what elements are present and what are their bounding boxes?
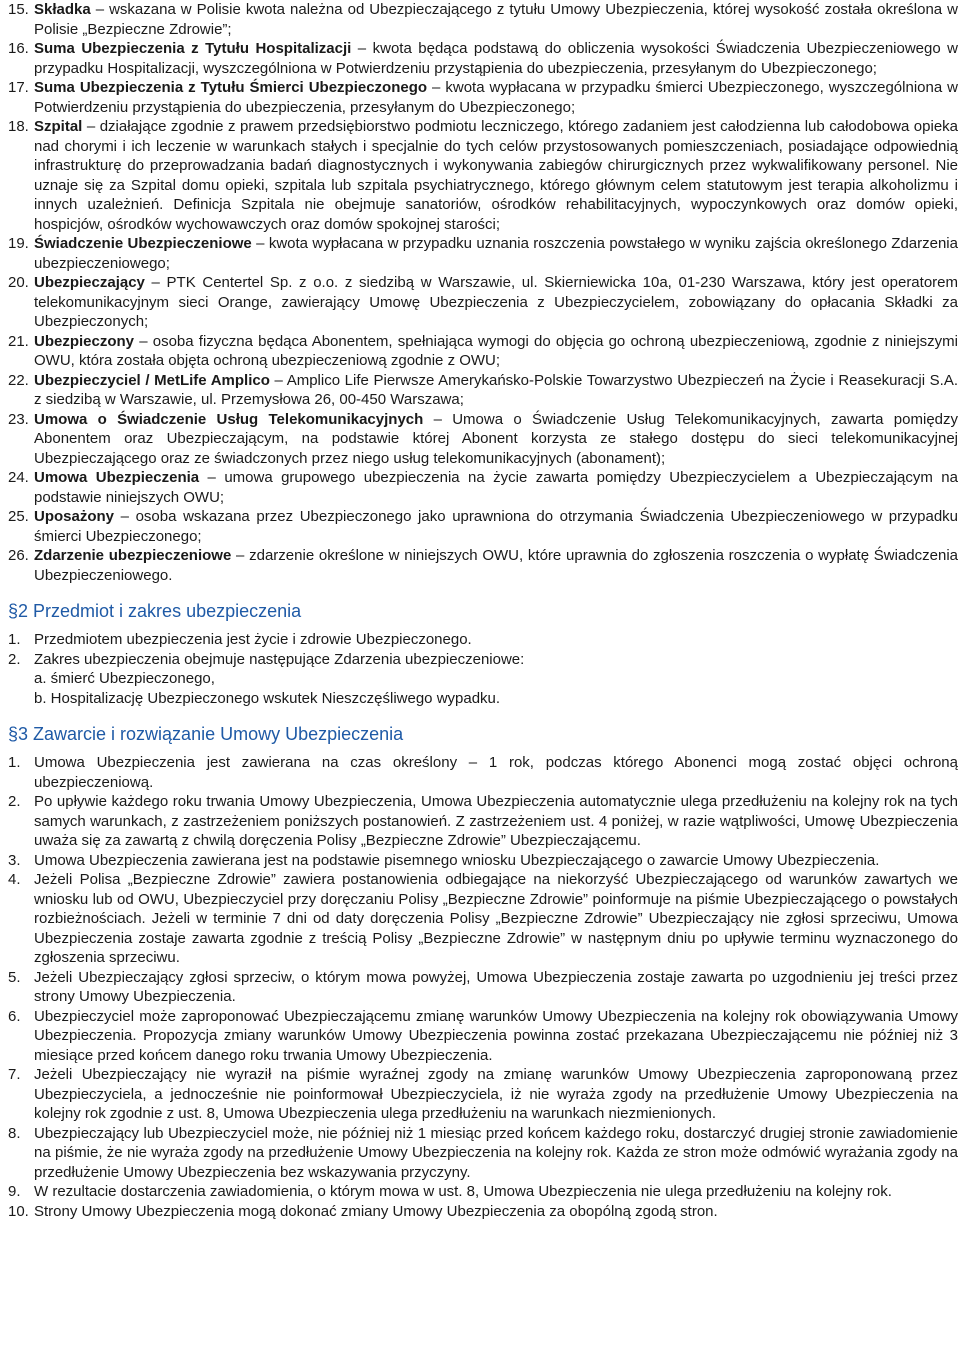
definition-text: – Umowa o Świadczenie Usług Telekomunikacyjnych, zawarta pomiędzy Abonentem oraz Ubezpieczającym, na podstawie której Abonent korzysta ze stałego dostępu do sieci telekomunikacyjnej Ubezpieczającego oraz ze świadczonych przez niego usług telekomunikacyjnych (abonament); [34, 410, 959, 467]
definition-item: 26. Zdarzenie ubezpieczeniowe – zdarzenie określone w niniejszych OWU, które uprawnia do zgłoszenia roszczenia o wypłatę Świadczenia Ubezpieczeniowego. [8, 547, 958, 584]
definition-text: – kwota wypłacana w przypadku śmierci Ubezpieczonego, wyszczególniona w Potwierdzeniu przystąpienia do ubezpieczenia, przesyłanym do Ubezpieczonego; [34, 79, 958, 116]
definition-item: 15. Składka – wskazana w Polisie kwota należna od Ubezpieczającego z tytułu Umowy Ubezpieczenia, której wysokość została określona w Polisie „Bezpieczne Zdrowie”; [8, 1, 958, 38]
definition-item: 16. Suma Ubezpieczenia z Tytułu Hospitalizacji – kwota będąca podstawą do obliczenia wysokości Świadczenia Ubezpieczeniowego w przypadku Hospitalizacji, wyszczególniona w Potwierdzeniu przystąpienia do ubezpieczenia, przesyłanym do Ubezpieczonego; [8, 40, 958, 77]
section-3-list [8, 753, 958, 1221]
definition-text: – działające zgodnie z prawem przedsiębiorstwo podmiotu leczniczego, którego zadaniem jest całodzienna lub całodobowa opieka nad chorymi i ich leczenie w warunkach stałych i specjalnie do tych celów przystosowanych pomieszczeniach, posiadające odpowiednią infrastrukturę do przeprowadzania badań diagnostycznych i wykonywania zabiegów chirurgicznych przez wykwalifikowany personel. Nie uznaje się za Szpital domu opieki, szpitala lub szpitala psychiatrycznego, którego głównym celem statutowym jest terapia alkoholizmu i innych uzależnień. Definicja Szpitala nie obejmuje sanatoriów, ośrodków rehabilitacyjnych, wypoczynkowych oraz domów opieki, hospicjów, ośrodków wychowawczych oraz domów spokojnej starości; [34, 118, 958, 233]
definition-item: 20. Ubezpieczający – PTK Centertel Sp. z o.o. z siedzibą w Warszawie, ul. Skierniewicka 10a, 01-230 Warszawa, który jest operatorem telekomunikacyjnym sieci Orange, zawierający Umowę Ubezpieczenia z Ubezpieczycielem, zobowiązany do opłacania Składki za Ubezpieczonych; [8, 274, 958, 330]
section-2-list [8, 630, 958, 708]
definition-term: Uposażony [34, 508, 115, 525]
definition-text: – zdarzenie określone w niniejszych OWU, które uprawnia do zgłoszenia roszczenia o wypłatę Świadczenia Ubezpieczeniowego. [34, 547, 958, 584]
list-item: 1. Przedmiotem ubezpieczenia jest życie i zdrowie Ubezpieczonego. [8, 631, 472, 648]
list-item: 2. Zakres ubezpieczenia obejmuje następujące Zdarzenia ubezpieczeniowe: [8, 650, 525, 668]
list-item: 1. Umowa Ubezpieczenia jest zawierana na czas określony – 1 rok, podczas którego Abonenci mogą zostać objęci ochroną ubezpieczeniową. [8, 754, 958, 791]
definition-text: – osoba fizyczna będąca Abonentem, spełniająca wymogi do objęcia go ochroną ubezpieczeniową, zgodnie z niniejszymi OWU, która została objęta ochroną ubezpieczeniową zgodnie z OWU; [34, 332, 958, 369]
list-item: 10. Strony Umowy Ubezpieczenia mogą dokonać zmiany Umowy Ubezpieczenia za obopólną zgodą stron. [8, 1202, 718, 1220]
definition-term: Składka [34, 1, 91, 18]
definition-text: – kwota będąca podstawą do obliczenia wysokości Świadczenia Ubezpieczeniowego w przypadku Hospitalizacji, wyszczególniona w Potwierdzeniu przystąpienia do ubezpieczenia, przesyłanym do Ubezpieczonego; [34, 40, 958, 77]
definition-item: 22. Ubezpieczyciel / MetLife Amplico – Amplico Life Pierwsze Amerykańsko-Polskie Towarzystwo Ubezpieczeń na Życie i Reasekuracji S.A. z siedzibą w Warszawie, ul. Przemysłowa 26, 00-450 Warszawa; [8, 371, 959, 408]
definition-item: 18. Szpital – działające zgodnie z prawem przedsiębiorstwo podmiotu leczniczego, którego zadaniem jest całodzienna lub całodobowa opieka nad chorymi i ich leczenie w warunkach stałych i specjalnie do tych celów przystosowanych pomieszczeniach, posiadające odpowiednią infrastrukturę do przeprowadzania badań diagnostycznych i wykonywania zabiegów chirurgicznych przez wykwalifikowany personel. Nie uznaje się za Szpital domu opieki, szpitala lub szpitala psychiatrycznego, którego głównym celem statutowym jest terapia alkoholizmu i innych uzależnień. Definicja Szpitala nie obejmuje sanatoriów, ośrodków rehabilitacyjnych, wypoczynkowych oraz domów opieki, hospicjów, ośrodków wychowawczych oraz domów spokojnej starości; [8, 118, 958, 233]
sub-list-item: b. Hospitalizację Ubezpieczonego wskutek Nieszczęśliwego wypadku. [34, 689, 501, 707]
definitions-list [8, 0, 958, 585]
definition-term: Świadczenie Ubezpieczeniowe [34, 235, 252, 252]
section-2-heading: §2 Przedmiot i zakres ubezpieczenia [8, 601, 302, 621]
definition-item: 24. Umowa Ubezpieczenia – umowa grupowego ubezpieczenia na życie zawarta pomiędzy Ubezpieczycielem a Ubezpieczającym na podstawie niniejszych OWU; [8, 469, 958, 506]
definition-text: – wskazana w Polisie kwota należna od Ubezpieczającego z tytułu Umowy Ubezpieczenia, której wysokość została określona w Polisie „Bezpieczne Zdrowie”; [34, 1, 958, 38]
list-item: 8. Ubezpieczający lub Ubezpieczyciel może, nie później niż 1 miesiąc przed końcem każdego roku, dostarczyć drugiej stronie zawiadomienie na piśmie, że nie wyraża zgody na przedłużenie Umowy Ubezpieczenia na kolejny rok. Każda ze stron może odmówić wyrażania zgody na przedłużenie Umowy Ubezpieczenia bez wskazywania przyczyny. [8, 1124, 958, 1181]
definition-item: 19. Świadczenie Ubezpieczeniowe – kwota wypłacana w przypadku uznania roszczenia powstałego w wyniku zajścia określonego Zdarzenia ubezpieczeniowego; [8, 235, 958, 272]
section-3-heading: §3 Zawarcie i rozwiązanie Umowy Ubezpieczenia [8, 724, 404, 744]
definition-term: Suma Ubezpieczenia z Tytułu Hospitalizacji [34, 40, 352, 57]
definition-item: 17. Suma Ubezpieczenia z Tytułu Śmierci Ubezpieczonego – kwota wypłacana w przypadku śmierci Ubezpieczonego, wyszczególniona w Potwierdzeniu przystąpienia do ubezpieczenia, przesyłanym do Ubezpieczonego; [8, 79, 958, 116]
definition-item: 21. Ubezpieczony – osoba fizyczna będąca Abonentem, spełniająca wymogi do objęcia go ochroną ubezpieczeniową, zgodnie z niniejszymi OWU, która została objęta ochroną ubezpieczeniową zgodnie z OWU; [8, 332, 958, 369]
definition-term: Ubezpieczający [34, 274, 145, 291]
definition-text: – kwota wypłacana w przypadku uznania roszczenia powstałego w wyniku zajścia określonego Zdarzenia ubezpieczeniowego; [34, 235, 958, 272]
list-item: 4. Jeżeli Polisa „Bezpieczne Zdrowie” zawiera postanowienia odbiegające na niekorzyść Ubezpieczającego od warunków zawartych we wniosku lub od OWU, Ubezpieczyciel przy doręczaniu Polisy „Bezpieczne Zdrowie” poinformuje na piśmie Ubezpieczającego o powstałych rozbieżnościach. Jeżeli w terminie 7 dni od daty doręczenia Polisy „Bezpieczne Zdrowie” Ubezpieczający nie zgłosi sprzeciwu, Umowa Ubezpieczenia zostaje zawarta zgodnie z treścią Polisy „Bezpieczne Zdrowie” w następnym dniu po upływie terminu wyznaczonego do zgłoszenia sprzeciwu. [8, 871, 958, 966]
list-item: 7. Jeżeli Ubezpieczający nie wyraził na piśmie wyraźnej zgody na zmianę warunków Umowy Ubezpieczenia zaproponowaną przez Ubezpieczyciela, a jednocześnie nie poinformował Ubezpieczyciela, iż nie wyraża zgody na przedłużenie Umowy Ubezpieczenia na kolejny rok zgodnie z ust. 8, Umowa Ubezpieczenia ulega przedłużeniu na warunkach niezmienionych. [8, 1066, 958, 1122]
definition-text: – PTK Centertel Sp. z o.o. z siedzibą w Warszawie, ul. Skierniewicka 10a, 01-230 Warszawa, który jest operatorem telekomunikacyjnym sieci Orange, zawierający Umowę Ubezpieczenia z Ubezpieczycielem, zobowiązany do opłacania Składki za Ubezpieczonych; [34, 274, 958, 330]
list-item: 9. W rezultacie dostarczenia zawiadomienia, o którym mowa w ust. 8, Umowa Ubezpieczenia nie ulega przedłużeniu na kolejny rok. [8, 1183, 892, 1200]
definition-item: 25. Uposażony – osoba wskazana przez Ubezpieczonego jako uprawniona do otrzymania Świadczenia Ubezpieczeniowego w przypadku śmierci Ubezpieczonego; [8, 508, 958, 545]
definition-term: Ubezpieczyciel / MetLife Amplico [34, 371, 270, 389]
list-item: 3. Umowa Ubezpieczenia zawierana jest na podstawie pisemnego wniosku Ubezpieczającego o zawarcie Umowy Ubezpieczenia. [8, 851, 880, 869]
definition-term: Suma Ubezpieczenia z Tytułu Śmierci Ubezpieczonego [34, 79, 428, 96]
definition-text: – Amplico Life Pierwsze Amerykańsko-Polskie Towarzystwo Ubezpieczeń na Życie i Reasekuracji S.A. z siedzibą w Warszawie, ul. Przemysłowa 26, 00-450 Warszawa; [34, 371, 959, 408]
list-item: 6. Ubezpieczyciel może zaproponować Ubezpieczającemu zmianę warunków Umowy Ubezpieczenia na kolejny rok obowiązywania Umowy Ubezpieczenia. Propozycja zmiany warunków Umowy Ubezpieczenia powinna zostać przekazana Ubezpieczającemu nie później niż 3 miesiące przed końcem danego roku trwania Umowy Ubezpieczenia. [8, 1007, 958, 1064]
definition-term: Szpital [34, 118, 83, 135]
list-item: 2. Po upływie każdego roku trwania Umowy Ubezpieczenia, Umowa Ubezpieczenia automatycznie ulega przedłużeniu na kolejny rok na tych samych warunkach, z zastrzeżeniem poniższych postanowień. Z zastrzeżeniem ust. 4 poniżej, w razie wątpliwości, Umowę Ubezpieczenia uważa się za zawartą z chwilą doręczenia Polisy „Bezpieczne Zdrowie” Ubezpieczającemu. [8, 793, 958, 849]
definition-text: – umowa grupowego ubezpieczenia na życie zawarta pomiędzy Ubezpieczycielem a Ubezpieczającym na podstawie niniejszych OWU; [34, 469, 958, 506]
sub-list-item: a. śmierć Ubezpieczonego, [34, 670, 215, 687]
list-item: 5. Jeżeli Ubezpieczający zgłosi sprzeciw, o którym mowa powyżej, Umowa Ubezpieczenia zostaje zawarta po uzgodnieniu jej treści przez strony Umowy Ubezpieczenia. [8, 968, 958, 1005]
definition-term: Umowa Ubezpieczenia [34, 469, 200, 486]
definition-term: Umowa o Świadczenie Usług Telekomunikacyjnych [34, 410, 424, 428]
definition-term: Ubezpieczony [34, 332, 135, 350]
definition-term: Zdarzenie ubezpieczeniowe [34, 547, 232, 564]
document-page [8, 0, 958, 1221]
definition-text: – osoba wskazana przez Ubezpieczonego jako uprawniona do otrzymania Świadczenia Ubezpieczeniowego w przypadku śmierci Ubezpieczonego; [34, 508, 958, 545]
definition-item: 23. Umowa o Świadczenie Usług Telekomunikacyjnych – Umowa o Świadczenie Usług Telekomunikacyjnych, zawarta pomiędzy Abonentem oraz Ubezpieczającym, na podstawie której Abonent korzysta ze stałego dostępu do sieci telekomunikacyjnej Ubezpieczającego oraz ze świadczonych przez niego usług telekomunikacyjnych (abonament); [8, 410, 959, 467]
